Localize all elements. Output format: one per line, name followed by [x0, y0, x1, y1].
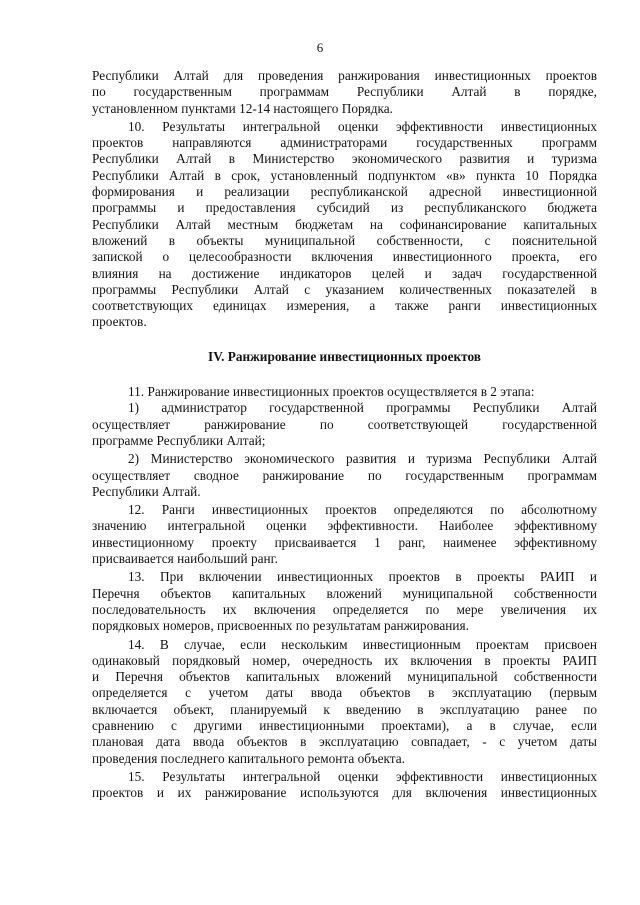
- paragraph-item-15: [92, 769, 597, 802]
- paragraph-item-12: [92, 502, 597, 567]
- text-line: осуществляет сводное ранжирование по государственным программам: [92, 467, 597, 483]
- text-line: по государственным программам Республики Алтай в порядке,: [92, 84, 597, 100]
- text-line: Республики Алтай местным бюджетам на софинансирование капитальных: [92, 216, 597, 232]
- text-line: программы Республики Алтай с указанием количественных показателей в: [92, 281, 597, 297]
- text-line: плановая дата ввода объектов в эксплуатацию совпадает, - с учетом даты: [92, 734, 597, 750]
- text-line: Республики Алтай.: [92, 483, 201, 499]
- text-line: запиской о целесообразности включения инвестиционного проекта, его: [92, 249, 597, 265]
- text-line: 13. При включении инвестиционных проектов в проекты РАИП и: [128, 569, 597, 585]
- paragraph-item-14: [92, 637, 597, 767]
- paragraph-item-13: [92, 569, 597, 634]
- text-line: и Перечня объектов капитальных вложений муниципальной собственности: [92, 669, 597, 685]
- text-line: 11. Ранжирование инвестиционных проектов осуществляется в 2 этапа:: [128, 384, 535, 400]
- text-line: 15. Результаты интегральной оценки эффективности инвестиционных: [128, 768, 597, 784]
- paragraph-item-10: [92, 119, 597, 331]
- text-line: проектов направляются администраторами государственных программ: [92, 135, 597, 151]
- paragraph-subitem-2: [92, 451, 597, 500]
- text-line: инвестиционному проекту присваивается 1 ранг, наименее эффективному: [92, 534, 597, 550]
- text-line: сравнению с другими инвестиционными проектами), а в случае, если: [92, 717, 597, 733]
- paragraph-item-11: [92, 384, 597, 400]
- text-line: Перечня объектов капитальных вложений муниципальной собственности: [92, 585, 597, 601]
- text-line: 12. Ранги инвестиционных проектов определяются по абсолютному: [128, 502, 597, 518]
- page-number: 6: [316, 40, 324, 55]
- section-heading: IV. Ранжирование инвестиционных проектов: [208, 348, 481, 364]
- text-line: осуществляет ранжирование по соответствующей государственной: [92, 416, 597, 432]
- paragraph-subitem-1: [92, 400, 597, 449]
- text-line: Республики Алтай для проведения ранжирования инвестиционных проектов: [92, 68, 597, 83]
- text-line: определяется с учетом даты ввода объектов в эксплуатацию (первым: [92, 685, 597, 701]
- document-body: [92, 68, 597, 801]
- text-line: формирования и реализации республиканской адресной инвестиционной: [92, 184, 597, 200]
- text-line: проведения последнего капитального ремонта объекта.: [92, 750, 405, 766]
- paragraph-continuation: [92, 68, 597, 117]
- text-line: 2) Министерство экономического развития и туризма Республики Алтай: [128, 451, 597, 467]
- text-line: проектов.: [92, 314, 147, 330]
- text-line: присваивается наибольший ранг.: [92, 551, 278, 567]
- text-line: программы и предоставления субсидий из республиканского бюджета: [92, 200, 597, 216]
- text-line: программе Республики Алтай;: [92, 432, 266, 448]
- text-line: влияния на достижение индикаторов целей и задач государственной: [92, 265, 597, 281]
- text-line: последовательность их включения определяется по мере увеличения их: [92, 601, 597, 617]
- text-line: вложений в объекты муниципальной собственности, с пояснительной: [92, 232, 597, 248]
- text-line: Республики Алтай в срок, установленный подпунктом «в» пункта 10 Порядка: [92, 167, 597, 183]
- text-line: 14. В случае, если нескольким инвестиционным проектам присвоен: [128, 636, 597, 652]
- text-line: установленном пунктами 12-14 настоящего Порядка.: [92, 100, 394, 116]
- text-line: одинаковый порядковый номер, очередность их включения в проекты РАИП: [92, 652, 597, 668]
- text-line: проектов и их ранжирование используются для включения инвестиционных: [92, 785, 597, 801]
- text-line: соответствующих единицах измерения, а также ранги инвестиционных: [92, 298, 597, 314]
- text-line: 10. Результаты интегральной оценки эффективности инвестиционных: [128, 118, 597, 134]
- text-line: значению интегральной оценки эффективности. Наиболее эффективному: [92, 518, 597, 534]
- text-line: порядковых номеров, присвоенных по результатам ранжирования.: [92, 618, 469, 634]
- text-line: включается объект, планируемый к введению в эксплуатацию ранее по: [92, 701, 597, 717]
- text-line: 1) администратор государственной программы Республики Алтай: [128, 400, 597, 416]
- text-line: Республики Алтай в Министерство экономического развития и туризма: [92, 151, 597, 167]
